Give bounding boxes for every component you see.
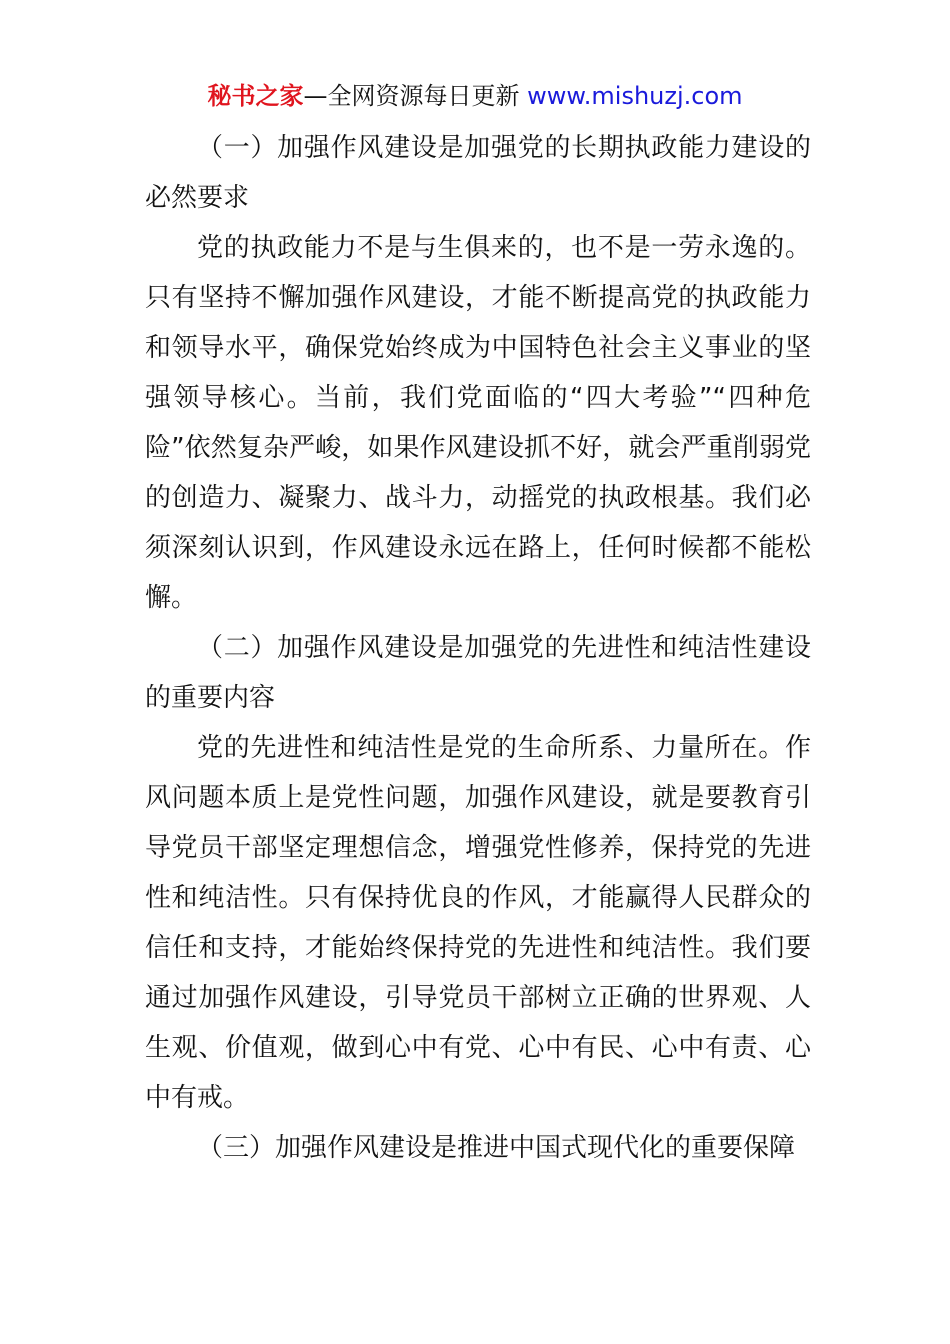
document-body: [145, 123, 811, 1173]
site-url-link[interactable]: www.mishuzj.com: [527, 82, 743, 110]
header-tagline: —全网资源每日更新: [303, 82, 528, 110]
section-heading-1: （一）加强作风建设是加强党的长期执政能力建设的必然要求: [145, 133, 811, 213]
paragraph-2: 党的先进性和纯洁性是党的生命所系、力量所在。作风问题本质上是党性问题，加强作风建设，就是要教育引导党员干部坚定理想信念，增强党性修养，保持党的先进性和纯洁性。只有保持优良的作风，才能赢得人民群众的信任和支持，才能始终保持党的先进性和纯洁性。我们要通过加强作风建设，引导党员干部树立正确的世界观、人生观、价值观，做到心中有党、心中有民、心中有责、心中有戒。: [145, 733, 811, 1113]
section-heading-3: （三）加强作风建设是推进中国式现代化的重要保障: [197, 1133, 796, 1163]
paragraph-1: 党的执政能力不是与生俱来的，也不是一劳永逸的。只有坚持不懈加强作风建设，才能不断提高党的执政能力和领导水平，确保党始终成为中国特色社会主义事业的坚强领导核心。当前，我们党面临的“四大考验”“四种危险”依然复杂严峻，如果作风建设抓不好，就会严重削弱党的创造力、凝聚力、战斗力，动摇党的执政根基。我们必须深刻认识到，作风建设永远在路上，任何时候都不能松懈。: [145, 233, 811, 613]
section-heading-2: （二）加强作风建设是加强党的先进性和纯洁性建设的重要内容: [145, 633, 811, 713]
brand-name: 秘书之家: [207, 82, 304, 110]
site-header: [0, 79, 950, 113]
